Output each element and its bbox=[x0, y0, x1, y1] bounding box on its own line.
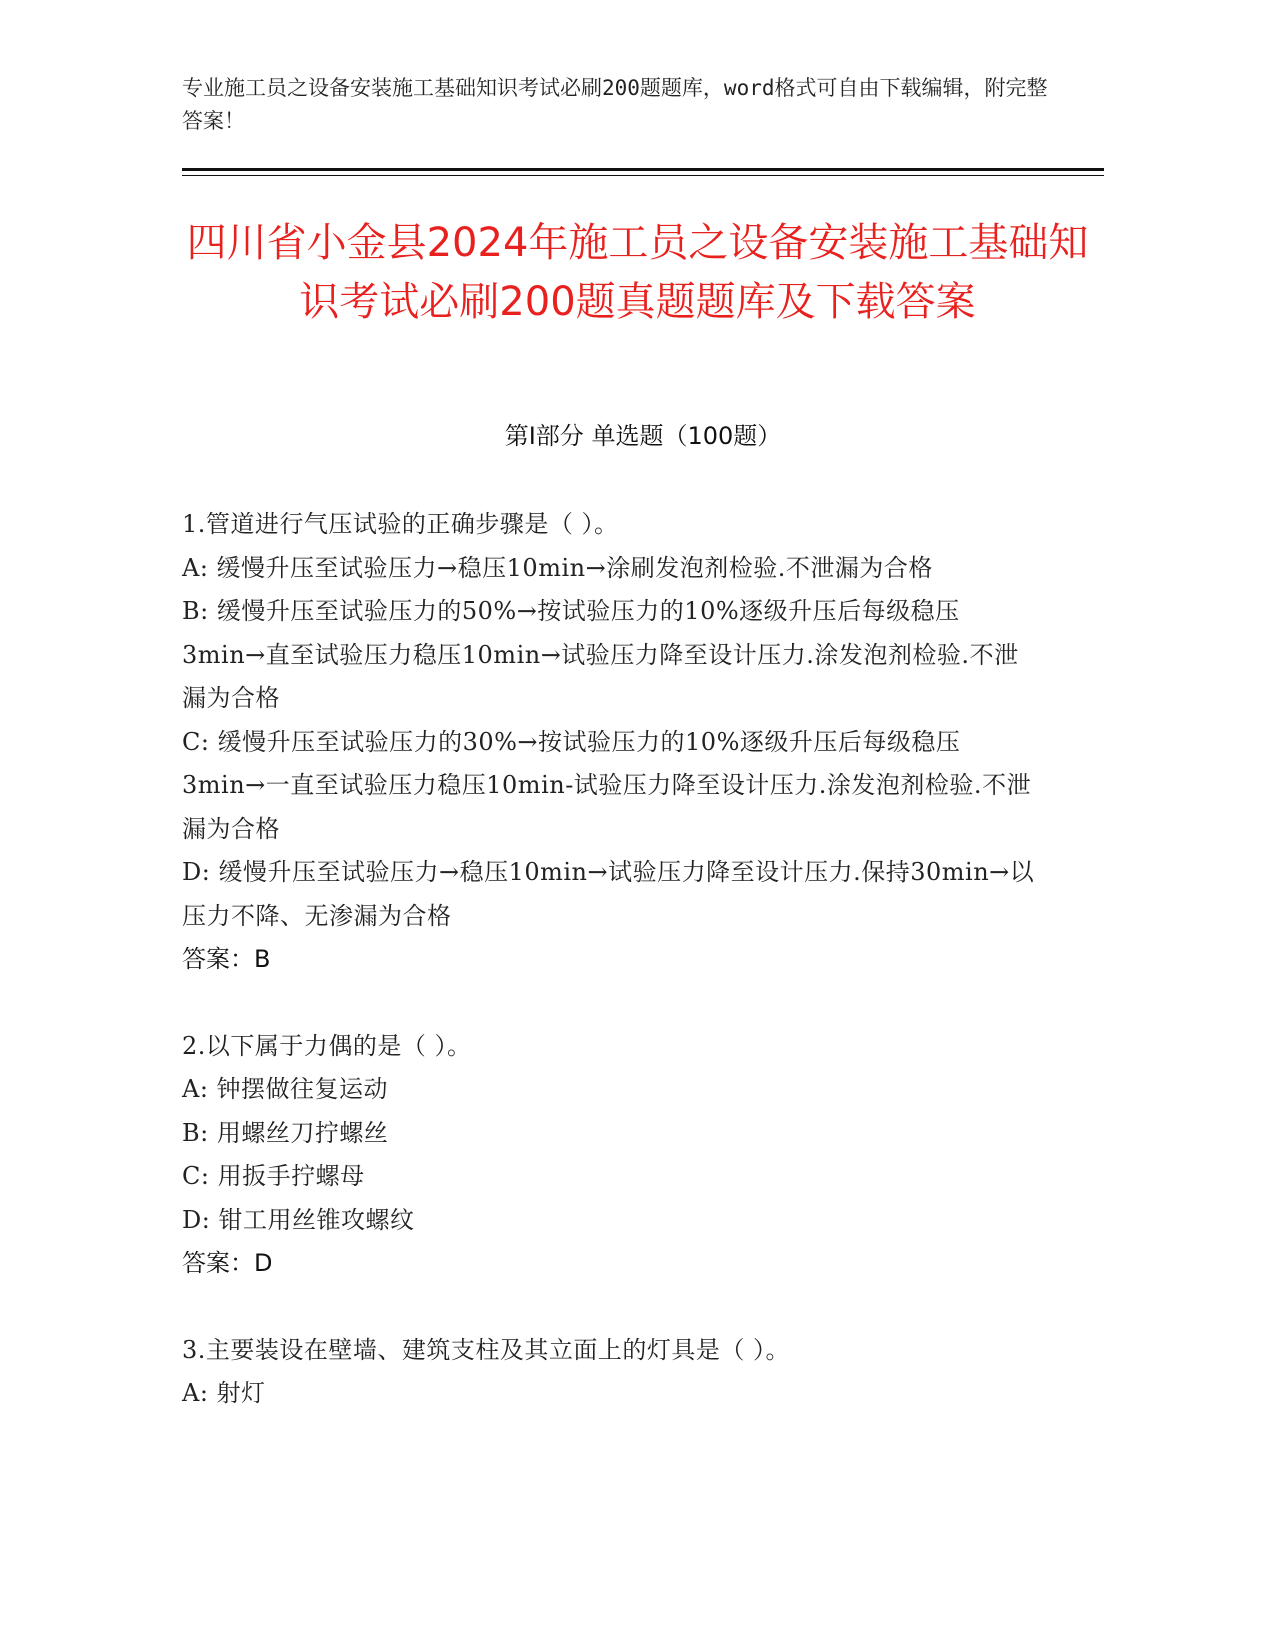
header-divider-thick bbox=[182, 168, 1104, 171]
question-stem: 3.主要装设在壁墙、建筑支柱及其立面上的灯具是（ ）。 bbox=[182, 1335, 791, 1364]
option-a: A: 缓慢升压至试验压力→稳压10min→涂刷发泡剂检验.不泄漏为合格 bbox=[182, 553, 933, 582]
header-note: 专业施工员之设备安装施工基础知识考试必刷200题题库，word格式可自由下载编辑，附完整答案！ bbox=[182, 76, 1048, 133]
option-d: D: 钳工用丝锥攻螺纹 bbox=[182, 1205, 415, 1234]
question-list bbox=[182, 503, 1042, 1459]
option-b: B: 用螺丝刀拧螺丝 bbox=[182, 1118, 389, 1147]
section-title: 第Ⅰ部分 单选题（100题） bbox=[504, 422, 782, 450]
question-3 bbox=[182, 1329, 1042, 1416]
answer: 答案：B bbox=[182, 945, 271, 973]
question-stem: 2.以下属于力偶的是（ ）。 bbox=[182, 1031, 472, 1060]
question-2 bbox=[182, 1025, 1042, 1286]
answer: 答案：D bbox=[182, 1249, 273, 1277]
option-a: A: 射灯 bbox=[182, 1379, 266, 1407]
question-1 bbox=[182, 503, 1042, 982]
document-title: 四川省小金县2024年施工员之设备安装施工基础知识考试必刷200题真题题库及下载答案 bbox=[186, 220, 1089, 325]
option-b: B: 缓慢升压至试验压力的50%→按试验压力的10%逐级升压后每级稳压3min→直至试验压力稳压10min→试验压力降至设计压力.涂发泡剂检验.不泄漏为合格 bbox=[182, 597, 1019, 712]
option-a: A: 钟摆做往复运动 bbox=[182, 1075, 389, 1103]
option-d: D: 缓慢升压至试验压力→稳压10min→试验压力降至设计压力.保持30min→以压力不降、无渗漏为合格 bbox=[182, 858, 1035, 930]
option-c: C: 缓慢升压至试验压力的30%→按试验压力的10%逐级升压后每级稳压3min→一直至试验压力稳压10min-试验压力降至设计压力.涂发泡剂检验.不泄漏为合格 bbox=[182, 727, 1032, 843]
option-c: C: 用扳手拧螺母 bbox=[182, 1162, 365, 1190]
header-divider-thin bbox=[182, 175, 1104, 176]
question-stem: 1.管道进行气压试验的正确步骤是（ ）。 bbox=[182, 510, 619, 538]
